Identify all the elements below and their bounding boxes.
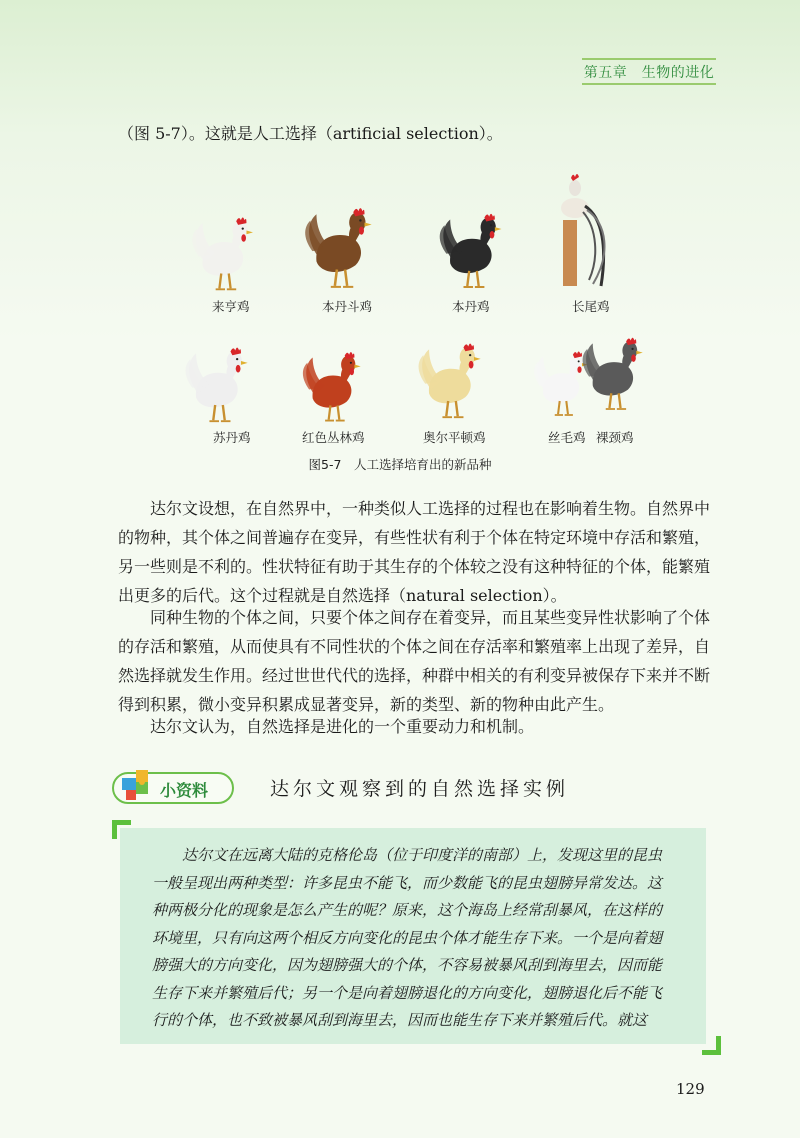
chicken-image-naked-neck: [578, 326, 652, 418]
info-box-text: 达尔文在远离大陆的克格伦岛（位于印度洋的南部）上，发现这里的昆虫一般呈现出两种类型：许多昆虫不能飞，而少数能飞的昆虫翅膀异常发达。这种两极分化的现象是怎么产生的呢？原来，这个海岛上经常刮暴风，在这样的环境里，只有向这两个相反方向变化的昆虫个体才能生存下来。一个是向着翅膀强大的方向变化，因为翅膀强大的个体，不容易被暴风刮到海里去，因而能生存下来并繁殖后代；另一个是向着翅膀退化的方向变化，翅膀退化后不能飞行的个体，也不致被暴风刮到海里去，因而也能生存下来并繁殖后代。就这: [152, 846, 663, 1029]
breed-label: 苏丹鸡: [213, 430, 251, 445]
page-number: 129: [676, 1080, 705, 1098]
body-paragraph: 同种生物的个体之间，只要个体之间存在着变异，而且某些变异性状影响了个体的存活和繁殖，从而使具有不同性状的个体之间在存活率和繁殖率上出现了差异，自然选择就发生作用。经过世世代代的选择，种群中相关的有利变异被保存下来并不断得到积累，微小变异积累成显著变异，新的类型、新的物种由此产生。: [118, 608, 711, 714]
breed-label: 丝毛鸡: [548, 430, 586, 445]
chicken-image-bantam: [435, 206, 511, 292]
breed-label: 本丹鸡: [452, 299, 490, 314]
chicken-image-long-tail: [545, 168, 620, 288]
body-paragraph: 达尔文认为，自然选择是进化的一个重要动力和机制。: [150, 717, 535, 736]
info-box-title: 达尔文观察到的自然选择实例: [270, 778, 570, 800]
breed-label: 奥尔平顿鸡: [423, 430, 486, 445]
corner-bracket-bottom-right: [702, 1036, 721, 1055]
breed-label: 本丹斗鸡: [322, 299, 373, 314]
chicken-image-bantam-game: [300, 200, 382, 292]
breed-label: 长尾鸡: [572, 299, 610, 314]
lead-text: （图 5-7）。这就是人工选择（artificial selection）。: [118, 124, 503, 143]
chicken-image-red-junglefowl: [292, 345, 376, 425]
info-box: [120, 828, 706, 1044]
figure-caption: 图5-7 人工选择培育出的新品种: [308, 457, 492, 472]
breed-label: 裸颈鸡: [596, 430, 634, 445]
info-badge: [112, 772, 234, 804]
chicken-image-leghorn: [185, 210, 265, 294]
chapter-header: 第五章 生物的进化: [582, 58, 716, 85]
body-paragraph: 达尔文设想，在自然界中，一种类似人工选择的过程也在影响着生物。自然界中的物种，其个体之间普遍存在变异，有些性状有利于个体在特定环境中存活和繁殖，另一些则是不利的。性状特征有助于其生存的个体较之没有这种特征的个体，能繁殖出更多的后代。这个过程就是自然选择（natural selection）。: [118, 499, 711, 605]
chicken-image-orpington: [412, 336, 492, 422]
badge-label: 小资料: [160, 781, 209, 800]
puzzle-icon: [120, 768, 156, 804]
breed-label: 红色丛林鸡: [302, 430, 365, 445]
chicken-image-sultan: [180, 340, 258, 426]
breed-label: 来亨鸡: [212, 299, 250, 314]
